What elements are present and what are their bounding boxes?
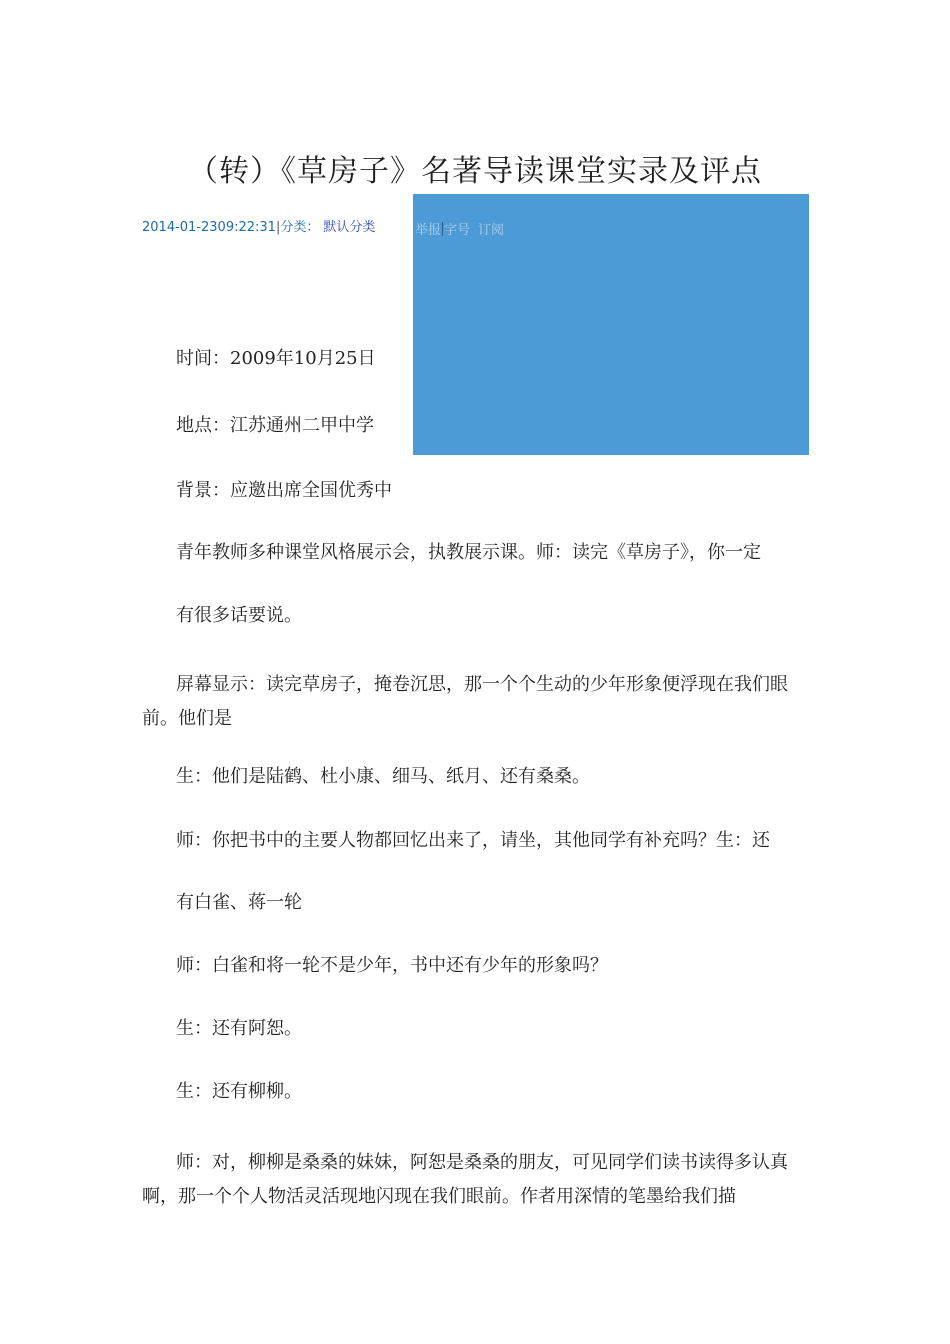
action-divider: [442, 222, 443, 236]
paragraph-screen-display: 屏幕显示：读完草房子，掩卷沉思，那一个个生动的少年形象便浮现在我们眼前。他们是: [142, 674, 788, 729]
article-actions: [415, 219, 504, 238]
paragraph-teacher-intro-cont: 有很多话要说。: [176, 605, 302, 626]
paragraph-teacher-2: 师：你把书中的主要人物都回忆出来了，请坐，其他同学有补充吗？生：还: [176, 830, 770, 851]
post-datetime: 2014-01-2309:22:31: [142, 220, 276, 235]
paragraph-teacher-2-cont: 有白雀、蒋一轮: [176, 892, 302, 913]
paragraph-background: 背景：应邀出席全国优秀中: [176, 480, 392, 501]
category-link[interactable]: 默认分类: [323, 220, 376, 235]
paragraph-student-3: 生：还有柳柳。: [176, 1081, 302, 1102]
meta-separator: |: [275, 220, 281, 235]
subscribe-link[interactable]: 订阅: [478, 223, 505, 238]
paragraph-teacher-3: 师：白雀和将一轮不是少年，书中还有少年的形象吗？: [176, 955, 608, 976]
article-title: （转）《草房子》名著导读课堂实录及评点: [188, 154, 762, 189]
font-size-link[interactable]: 字号: [444, 223, 471, 238]
paragraph-location: 地点：江苏通州二甲中学: [176, 415, 374, 436]
paragraph-student-1: 生：他们是陆鹤、杜小康、细马、纸月、还有桑桑。: [176, 766, 590, 787]
category-label: 分类：: [280, 220, 320, 235]
paragraph-teacher-intro: 青年教师多种课堂风格展示会，执教展示课。师：读完《草房子》，你一定: [176, 542, 761, 563]
paragraph-time: 时间：2009年10月25日: [176, 348, 376, 369]
article-meta: [142, 216, 375, 235]
paragraph-teacher-4: 师：对，柳柳是桑桑的妹妹，阿恕是桑桑的朋友，可见同学们读书读得多认真啊，那一个个人物活灵活现地闪现在我们眼前。作者用深情的笔墨给我们描: [142, 1152, 788, 1207]
paragraph-student-2: 生：还有阿恕。: [176, 1018, 302, 1039]
report-link[interactable]: 举报: [415, 223, 442, 238]
